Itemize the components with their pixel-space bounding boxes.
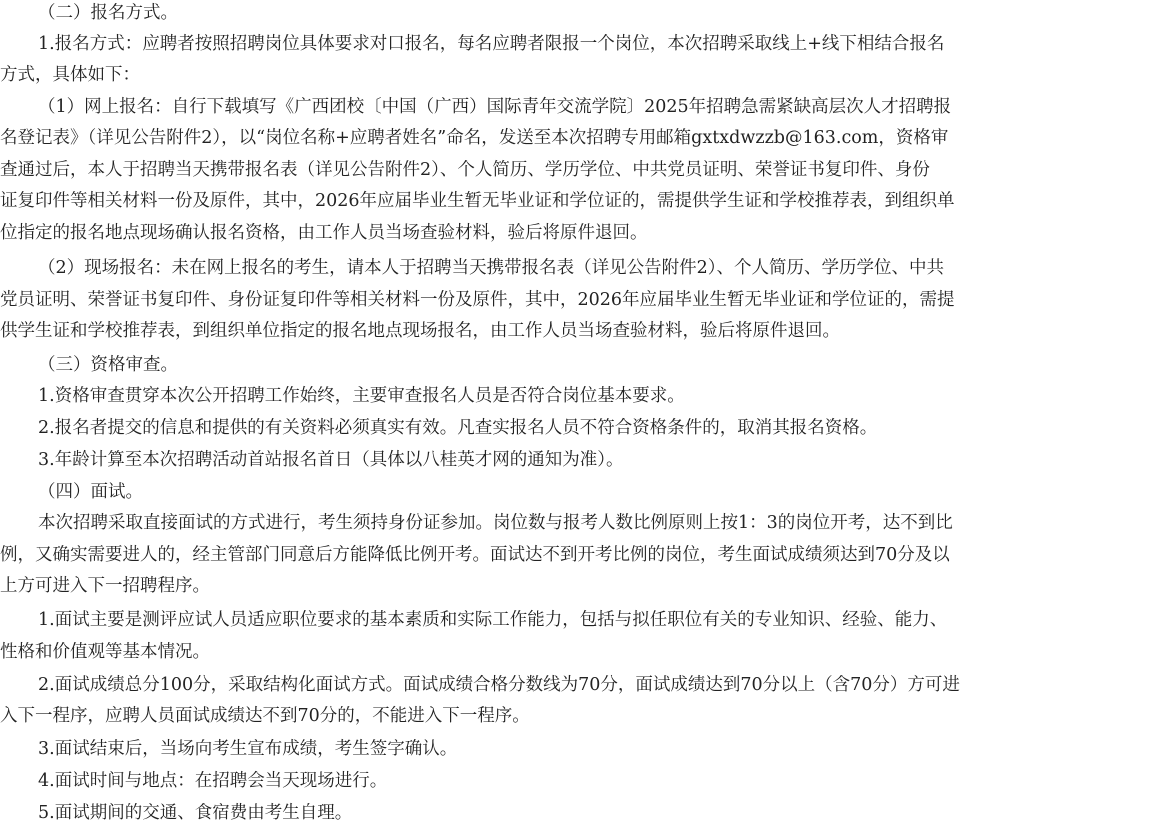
paragraph-line: 名登记表》（详见公告附件2），以“岗位名称+应聘者姓名”命名，发送至本次招聘专用邮箱gxtxdwzzb@163.com，资格审 xyxy=(0,128,949,148)
paragraph-line: 入下一程序，应聘人员面试成绩达不到70分的，不能进入下一程序。 xyxy=(0,706,530,726)
section-heading-interview: （四）面试。 xyxy=(38,482,143,502)
paragraph-line: 例，又确实需要进人的，经主管部门同意后方能降低比例开考。面试达不到开考比例的岗位，考生面试成绩须达到70分及以 xyxy=(0,545,950,565)
paragraph-line: （2）现场报名：未在网上报名的考生，请本人于招聘当天携带报名表（详见公告附件2）、个人简历、学历学位、中共 xyxy=(38,258,945,278)
paragraph-line: 2.报名者提交的信息和提供的有关资料必须真实有效。凡查实报名人员不符合资格条件的，取消其报名资格。 xyxy=(38,418,878,438)
paragraph-line: 本次招聘采取直接面试的方式进行，考生须持身份证参加。岗位数与报考人数比例原则上按1：3的岗位开考，达不到比 xyxy=(38,513,953,533)
paragraph-line: 上方可进入下一招聘程序。 xyxy=(0,576,210,596)
paragraph-line: 党员证明、荣誉证书复印件、身份证复印件等相关材料一份及原件，其中，2026年应届毕业生暂无毕业证和学位证的，需提 xyxy=(0,290,955,310)
paragraph-line: 5.面试期间的交通、食宿费由考生自理。 xyxy=(38,803,353,823)
paragraph-line: 1.面试主要是测评应试人员适应职位要求的基本素质和实际工作能力，包括与拟任职位有关的专业知识、经验、能力、 xyxy=(38,610,948,630)
paragraph-line: 位指定的报名地点现场确认报名资格，由工作人员当场查验材料，验后将原件退回。 xyxy=(0,223,648,243)
paragraph-line: （1）网上报名：自行下载填写《广西团校〔中国（广西）国际青年交流学院〕2025年招聘急需紧缺高层次人才招聘报 xyxy=(38,97,952,117)
paragraph-line: 2.面试成绩总分100分，采取结构化面试方式。面试成绩合格分数线为70分，面试成绩达到70分以上（含70分）方可进 xyxy=(38,675,960,695)
paragraph-line: 方式，具体如下： xyxy=(0,65,140,85)
paragraph-line: 3.面试结束后，当场向考生宣布成绩，考生签字确认。 xyxy=(38,739,458,759)
paragraph-line: 1.报名方式：应聘者按照招聘岗位具体要求对口报名，每名应聘者限报一个岗位，本次招聘采取线上+线下相结合报名 xyxy=(38,34,945,54)
paragraph-line: 性格和价值观等基本情况。 xyxy=(0,642,210,662)
paragraph-line: 4.面试时间与地点：在招聘会当天现场进行。 xyxy=(38,771,388,791)
paragraph-line: 证复印件等相关材料一份及原件，其中，2026年应届毕业生暂无毕业证和学位证的，需提供学生证和学校推荐表，到组织单 xyxy=(0,191,955,211)
paragraph-line: 供学生证和学校推荐表，到组织单位指定的报名地点现场报名，由工作人员当场查验材料，验后将原件退回。 xyxy=(0,321,840,341)
paragraph-line: 1.资格审查贯穿本次公开招聘工作始终，主要审查报名人员是否符合岗位基本要求。 xyxy=(38,386,685,406)
section-heading-qualification: （三）资格审查。 xyxy=(38,355,178,375)
paragraph-line: 查通过后，本人于招聘当天携带报名表（详见公告附件2）、个人简历、学历学位、中共党员证明、荣誉证书复印件、身份 xyxy=(0,160,930,180)
section-heading-registration: （二）报名方式。 xyxy=(38,3,178,23)
paragraph-line: 3.年龄计算至本次招聘活动首站报名首日（具体以八桂英才网的通知为准）。 xyxy=(38,450,624,470)
